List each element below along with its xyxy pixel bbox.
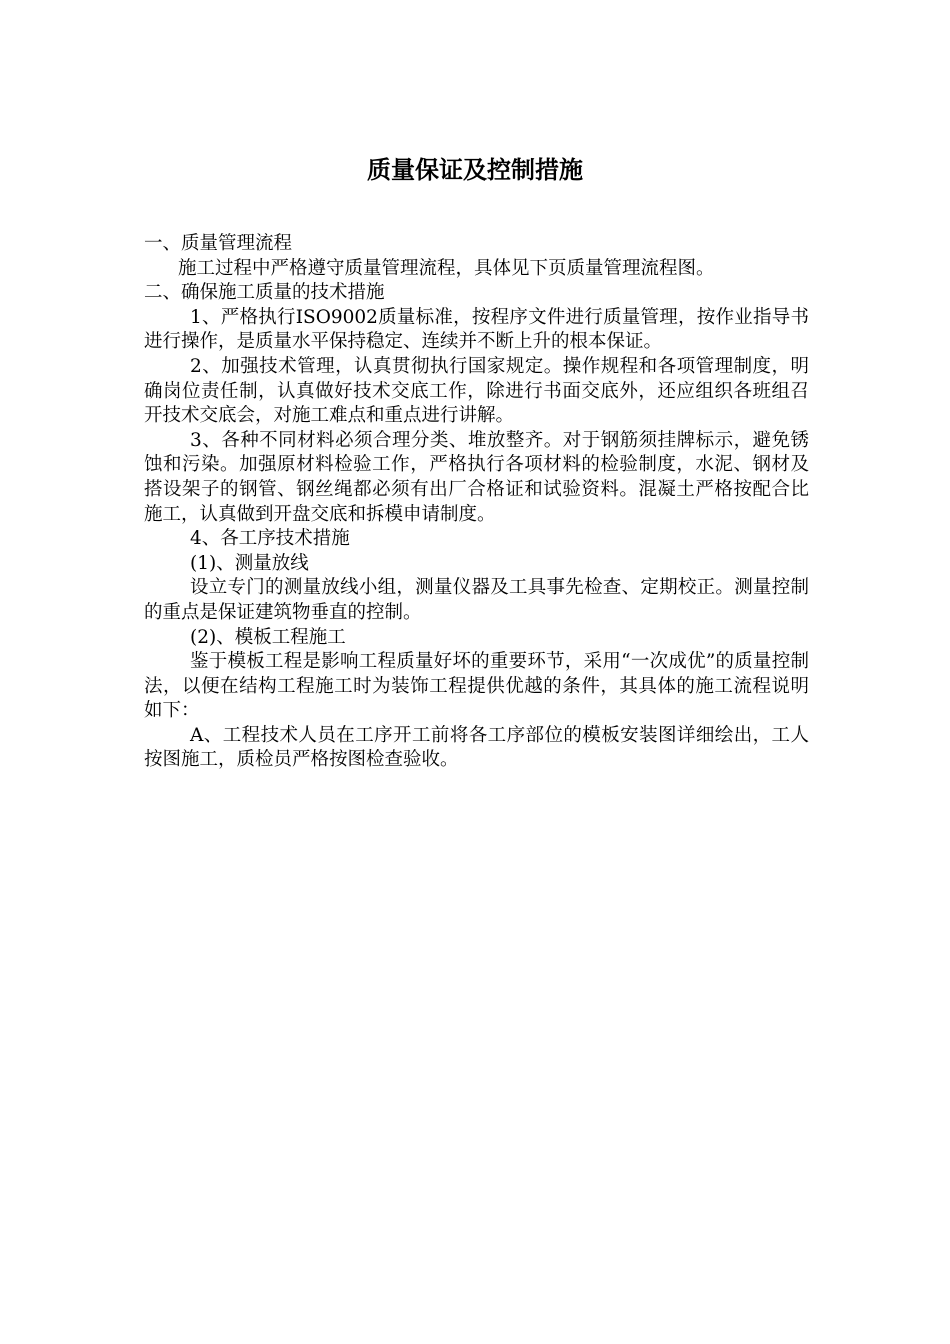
document-body [144,232,809,773]
paragraph: 施工过程中严格遵守质量管理流程，具体见下页质量管理流程图。 [178,257,715,279]
paragraph: 鉴于模板工程是影响工程质量好坏的重要环节，采用“一次成优”的质量控制法，以便在结构工程施工时为装饰工程提供优越的条件，其具体的施工流程说明如下： [144,651,809,722]
section-heading-2: 二、确保施工质量的技术措施 [144,282,385,304]
subsection-heading: 4、各工序技术措施 [190,528,350,550]
paragraph: 设立专门的测量放线小组，测量仪器及工具事先检查、定期校正。测量控制的重点是保证建筑物垂直的控制。 [144,577,809,623]
section-heading-1: 一、质量管理流程 [144,233,293,254]
document-title: 质量保证及控制措施 [367,156,583,184]
paragraph: A、工程技术人员在工序开工前将各工序部位的模板安装图详细绘出，工人按图施工，质检员严格按图检查验收。 [144,724,809,771]
paragraph: 3、各种不同材料必须合理分类、堆放整齐。对于钢筋须挂牌标示，避免锈蚀和污染。加强原材料检验工作，严格执行各项材料的检验制度，水泥、钢材及搭设架子的钢管、钢丝绳都必须有出厂合格证和试验资料。混凝土严格按配合比施工，认真做到开盘交底和拆模申请制度。 [144,429,809,525]
paragraph: 2、加强技术管理，认真贯彻执行国家规定。操作规程和各项管理制度，明确岗位责任制，认真做好技术交底工作，除进行书面交底外，还应组织各班组召开技术交底会，对施工难点和重点进行讲解。 [144,355,809,427]
subsection-heading: (1)、测量放线 [190,552,309,574]
subsection-heading: (2)、模板工程施工 [190,626,346,648]
paragraph: 1、严格执行ISO9002质量标准，按程序文件进行质量管理，按作业指导书进行操作，是质量水平保持稳定、连续并不断上升的根本保证。 [144,306,809,353]
